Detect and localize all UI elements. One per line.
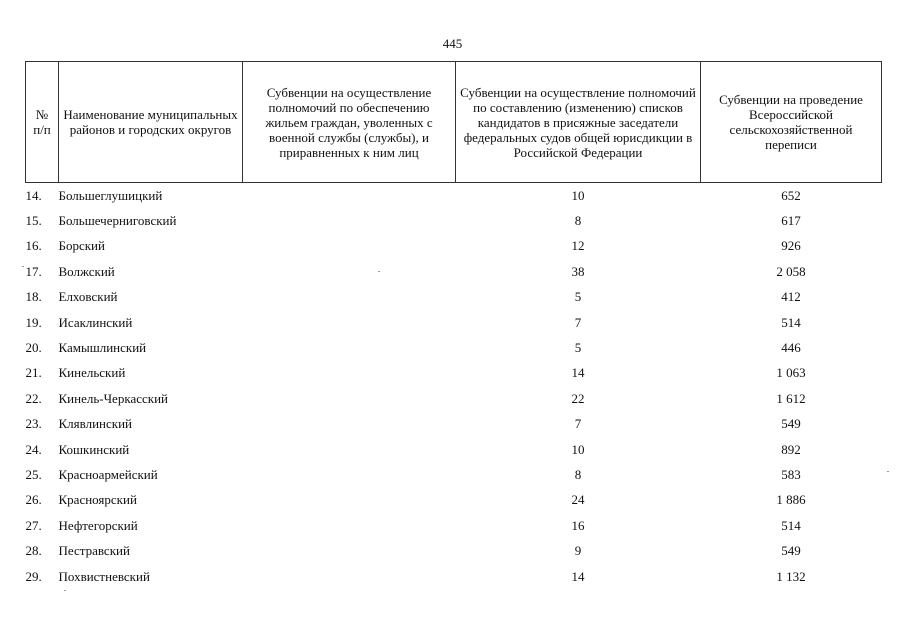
census-subvention-cell: 652	[781, 187, 801, 203]
housing-subvention-cell	[243, 335, 456, 360]
table-row	[26, 488, 882, 513]
table-row	[26, 437, 882, 462]
district-name: Красноармейский	[58, 466, 158, 482]
district-name: Пестравский	[58, 543, 130, 559]
jurors-subvention-cell: 5	[574, 289, 582, 305]
jurors-subvention-cell: 7	[574, 314, 582, 330]
district-name: Кинель-Черкасский	[58, 390, 168, 406]
row-number: 21.	[25, 365, 42, 381]
housing-subvention-cell	[243, 234, 456, 259]
census-subvention-cell: 583	[781, 466, 801, 482]
jurors-subvention-cell: 8	[574, 466, 582, 482]
housing-subvention-cell	[243, 412, 456, 437]
row-number: 19.	[25, 314, 42, 330]
header-name: Наименование муниципальных районов и городских округов	[59, 62, 243, 183]
table-row	[26, 183, 882, 209]
district-name: Большеглушицкий	[58, 187, 163, 203]
table-row	[26, 361, 882, 386]
table-row	[26, 564, 882, 589]
housing-subvention-cell	[243, 513, 456, 538]
jurors-subvention-cell: 8	[574, 213, 582, 229]
header-num: № п/п	[26, 62, 59, 183]
census-subvention-cell: 1 612	[776, 390, 806, 406]
jurors-subvention-cell: 10	[571, 441, 585, 457]
subventions-table	[25, 61, 882, 589]
row-number: 18.	[25, 289, 42, 305]
housing-subvention-cell	[243, 183, 456, 209]
row-number: 26.	[25, 492, 42, 508]
scan-speck	[378, 271, 380, 272]
census-subvention-cell: 1 132	[776, 568, 806, 584]
jurors-subvention-cell: 14	[571, 365, 585, 381]
table-header-row	[26, 62, 882, 183]
census-subvention-cell: 892	[781, 441, 801, 457]
housing-subvention-cell	[243, 259, 456, 284]
district-name: Волжский	[58, 263, 115, 279]
housing-subvention-cell	[243, 208, 456, 233]
jurors-subvention-cell: 10	[571, 187, 585, 203]
row-number: 25.	[25, 466, 42, 482]
row-number: 24.	[25, 441, 42, 457]
census-subvention-cell: 2 058	[776, 263, 806, 279]
row-number: 22.	[25, 390, 42, 406]
jurors-subvention-cell: 7	[574, 416, 582, 432]
housing-subvention-cell	[243, 564, 456, 589]
row-number: 23.	[25, 416, 42, 432]
table-row	[26, 259, 882, 284]
jurors-subvention-cell: 5	[574, 340, 582, 356]
scan-speck	[887, 471, 889, 472]
jurors-subvention-cell: 16	[571, 517, 585, 533]
table-row	[26, 335, 882, 360]
row-number: 27.	[25, 517, 42, 533]
census-subvention-cell: 617	[781, 213, 801, 229]
district-name: Камышлинский	[58, 340, 147, 356]
jurors-subvention-cell: 9	[574, 543, 582, 559]
row-number: 20.	[25, 340, 42, 356]
census-subvention-cell: 1 886	[776, 492, 806, 508]
housing-subvention-cell	[243, 285, 456, 310]
census-subvention-cell: 926	[781, 238, 801, 254]
table-row	[26, 386, 882, 411]
district-name: Нефтегорский	[58, 517, 138, 533]
district-name: Красноярский	[58, 492, 137, 508]
census-subvention-cell: 446	[781, 340, 801, 356]
table-row	[26, 513, 882, 538]
district-name: Елховский	[58, 289, 118, 305]
district-name: Большечерниговский	[58, 213, 177, 229]
page-number: 445	[442, 36, 463, 51]
census-subvention-cell: 549	[781, 543, 801, 559]
district-name: Кошкинский	[58, 441, 130, 457]
housing-subvention-cell	[243, 386, 456, 411]
table-row	[26, 208, 882, 233]
housing-subvention-cell	[243, 437, 456, 462]
housing-subvention-cell	[243, 462, 456, 487]
header-jurors-subvention: Субвенции на осуществление полномочий по составлению (изменению) списков кандидатов в присяжные заседатели федеральных судов общей юрисдикции в Российской Федерации	[456, 62, 701, 183]
district-name: Похвистневский	[58, 568, 150, 584]
table-row	[26, 538, 882, 563]
row-number: 15.	[25, 213, 42, 229]
jurors-subvention-cell: 12	[571, 238, 585, 254]
scan-speck	[22, 266, 24, 267]
jurors-subvention-cell: 14	[571, 568, 585, 584]
header-census-subvention: Субвенции на проведение Всероссийской сельскохозяйственной переписи	[701, 62, 882, 183]
row-number: 14.	[25, 187, 42, 203]
table-row	[26, 285, 882, 310]
table-row	[26, 234, 882, 259]
table-body	[26, 183, 882, 590]
census-subvention-cell: 514	[781, 517, 801, 533]
table-row	[26, 462, 882, 487]
housing-subvention-cell	[243, 488, 456, 513]
jurors-subvention-cell: 22	[571, 390, 585, 406]
district-name: Исаклинский	[58, 314, 133, 330]
district-name: Кинельский	[58, 365, 126, 381]
table-row	[26, 310, 882, 335]
census-subvention-cell: 412	[781, 289, 801, 305]
housing-subvention-cell	[243, 310, 456, 335]
district-name: Клявлинский	[58, 416, 133, 432]
jurors-subvention-cell: 24	[571, 492, 585, 508]
census-subvention-cell: 1 063	[776, 365, 806, 381]
housing-subvention-cell	[243, 538, 456, 563]
district-name: Борский	[58, 238, 105, 254]
scan-speck	[64, 590, 66, 591]
jurors-subvention-cell: 38	[571, 263, 585, 279]
row-number: 29.	[25, 568, 42, 584]
census-subvention-cell: 514	[781, 314, 801, 330]
census-subvention-cell: 549	[781, 416, 801, 432]
table-row	[26, 412, 882, 437]
housing-subvention-cell	[243, 361, 456, 386]
row-number: 17.	[25, 263, 42, 279]
row-number: 16.	[25, 238, 42, 254]
row-number: 28.	[25, 543, 42, 559]
header-housing-subvention: Субвенции на осуществление полномочий по обеспечению жильем граждан, уволенных с военной службы (службы), и приравненных к ним лиц	[243, 62, 456, 183]
